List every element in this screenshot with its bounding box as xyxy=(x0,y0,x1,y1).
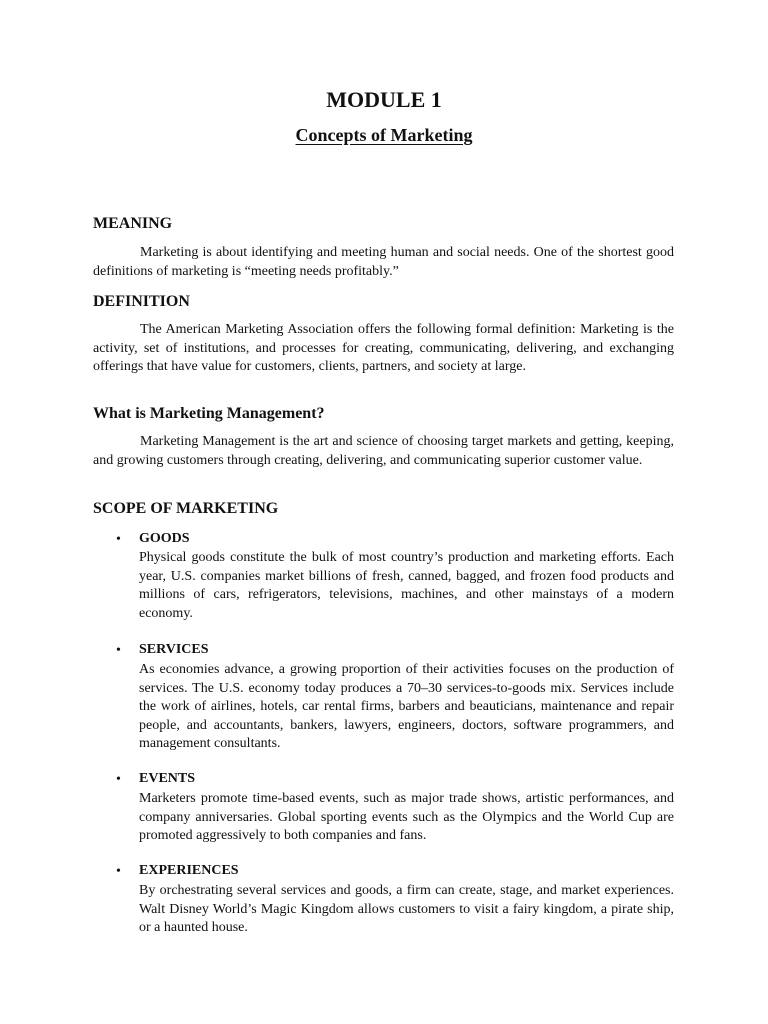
definition-paragraph: The American Marketing Association offers the following formal definition: Marketing is the activity, set of institutions, and processes for creating, communicating, delivering, and exchanging offerings that have value for customers, clients, partners, and society at large. xyxy=(93,322,674,375)
scope-item-body-experiences: By orchestrating several services and goods, a firm can create, stage, and market experiences. Walt Disney World’s Magic Kingdom allows customers to visit a fairy kingdom, a pirate ship, or a haunted house. xyxy=(139,883,674,936)
meaning-heading: MEANING xyxy=(93,215,173,232)
scope-item-body-goods: Physical goods constitute the bulk of most country’s production and marketing efforts. Each year, U.S. companies market billions of fresh, canned, bagged, and frozen food products and millions of cars, refrigerators, televisions, machines, and other mainstays of a modern economy. xyxy=(139,550,674,621)
scope-heading: SCOPE OF MARKETING xyxy=(93,500,279,517)
scope-item-title-events: EVENTS xyxy=(139,771,196,786)
definition-heading: DEFINITION xyxy=(93,293,190,310)
page-subtitle: Concepts of Marketing xyxy=(295,125,473,145)
scope-item-title-experiences: EXPERIENCES xyxy=(139,863,239,878)
management-paragraph: Marketing Management is the art and science of choosing target markets and getting, keeping, and growing customers through creating, delivering, and communicating superior customer value. xyxy=(93,434,674,468)
bullet-icon: • xyxy=(116,643,121,658)
management-heading: What is Marketing Management? xyxy=(93,405,325,422)
bullet-icon: • xyxy=(116,772,121,787)
scope-item-body-services: As economies advance, a growing proportion of their activities focuses on the production of services. The U.S. economy today produces a 70–30 services-to-goods mix. Services include the work of airlines, hotels, car rental firms, barbers and beauticians, maintenance and repair people, and accountants, bankers, lawyers, engineers, doctors, software programmers, and management consultants. xyxy=(139,662,674,752)
scope-item-title-goods: GOODS xyxy=(139,531,190,546)
page-title: MODULE 1 xyxy=(326,87,442,112)
scope-item-title-services: SERVICES xyxy=(139,642,209,657)
scope-item-body-events: Marketers promote time-based events, such as major trade shows, artistic performances, and company anniversaries. Global sporting events such as the Olympics and the World Cup are promoted aggressively to both companies and fans. xyxy=(139,791,674,844)
bullet-icon: • xyxy=(116,864,121,879)
meaning-paragraph: Marketing is about identifying and meeting human and social needs. One of the shortest good definitions of marketing is “meeting needs profitably.” xyxy=(93,245,674,279)
bullet-icon: • xyxy=(116,532,121,547)
